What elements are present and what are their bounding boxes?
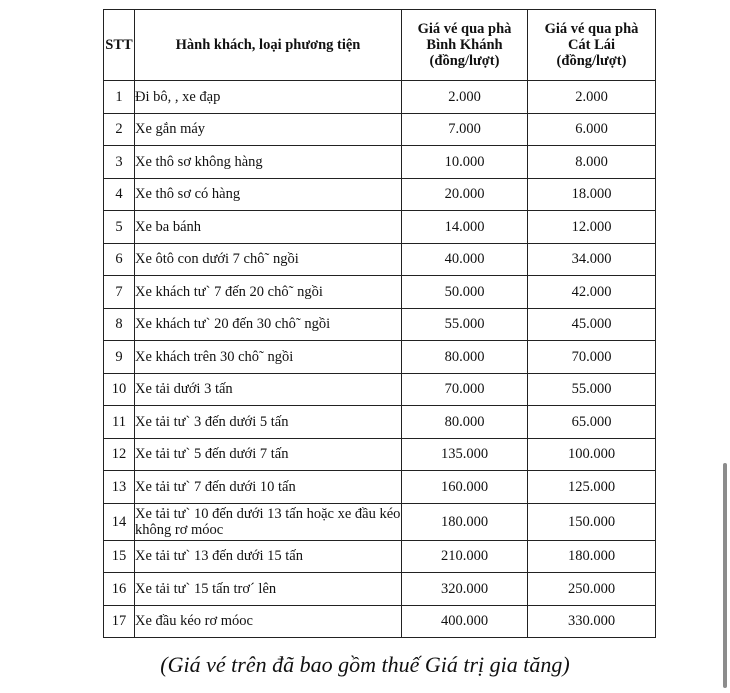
stt-cell: 8: [104, 308, 135, 341]
table-row: [104, 471, 656, 504]
vehicle-cell: Xe tải tư` 13 đến dưới 15 tấn: [135, 540, 402, 573]
stt-cell: 9: [104, 341, 135, 374]
table-row: [104, 308, 656, 341]
table-row: [104, 243, 656, 276]
header-binh-khanh-line-1: Giá vé qua phà: [417, 21, 512, 37]
binh-khanh-price-cell: 10.000: [402, 146, 528, 179]
cat-lai-price-cell: 8.000: [528, 146, 656, 179]
binh-khanh-price-cell: 80.000: [402, 341, 528, 374]
header-cat-lai-price: [528, 10, 656, 81]
cat-lai-price-cell: 18.000: [528, 178, 656, 211]
stt-cell: 12: [104, 438, 135, 471]
vehicle-cell: Xe khách trên 30 chô˜ ngồi: [135, 341, 402, 374]
vehicle-cell: Xe tải tư` 3 đến dưới 5 tấn: [135, 406, 402, 439]
binh-khanh-price-cell: 40.000: [402, 243, 528, 276]
table-row: [104, 211, 656, 244]
vehicle-cell: Xe tải tư` 15 tấn trơ´ lên: [135, 573, 402, 606]
stt-cell: 3: [104, 146, 135, 179]
stt-cell: 4: [104, 178, 135, 211]
stt-cell: 2: [104, 113, 135, 146]
cat-lai-price-cell: 250.000: [528, 573, 656, 606]
cat-lai-price-cell: 180.000: [528, 540, 656, 573]
vehicle-cell: Xe ôtô con dưới 7 chô˜ ngồi: [135, 243, 402, 276]
binh-khanh-price-cell: 180.000: [402, 503, 528, 540]
binh-khanh-price-cell: 210.000: [402, 540, 528, 573]
stt-cell: 6: [104, 243, 135, 276]
vehicle-cell: Xe tải dưới 3 tấn: [135, 373, 402, 406]
stt-cell: 14: [104, 503, 135, 540]
table-row: [104, 503, 656, 540]
table-row: [104, 373, 656, 406]
cat-lai-price-cell: 100.000: [528, 438, 656, 471]
binh-khanh-price-cell: 55.000: [402, 308, 528, 341]
stt-cell: 15: [104, 540, 135, 573]
stt-cell: 13: [104, 471, 135, 504]
stt-cell: 16: [104, 573, 135, 606]
stt-cell: 5: [104, 211, 135, 244]
stt-cell: 11: [104, 406, 135, 439]
cat-lai-price-cell: 6.000: [528, 113, 656, 146]
vehicle-cell: Xe đầu kéo rơ móoc: [135, 605, 402, 638]
binh-khanh-price-cell: 400.000: [402, 605, 528, 638]
cat-lai-price-cell: 330.000: [528, 605, 656, 638]
stt-cell: 1: [104, 81, 135, 114]
cat-lai-price-cell: 12.000: [528, 211, 656, 244]
header-cat-lai-line-3: (đồng/lượt): [556, 53, 627, 69]
binh-khanh-price-cell: 7.000: [402, 113, 528, 146]
table-body: [104, 81, 656, 638]
vehicle-cell: Xe tải tư` 7 đến dưới 10 tấn: [135, 471, 402, 504]
table-row: [104, 178, 656, 211]
binh-khanh-price-cell: 2.000: [402, 81, 528, 114]
table-row: [104, 406, 656, 439]
vehicle-cell: Xe tải tư` 5 đến dưới 7 tấn: [135, 438, 402, 471]
stt-cell: 10: [104, 373, 135, 406]
table-header-row: [104, 10, 656, 81]
header-vehicle: Hành khách, loại phương tiện: [135, 10, 402, 81]
cat-lai-price-cell: 55.000: [528, 373, 656, 406]
cat-lai-price-cell: 45.000: [528, 308, 656, 341]
vehicle-cell: Xe tải tư` 10 đến dưới 13 tấn hoặc xe đầu kéo không rơ móoc: [135, 503, 402, 540]
vehicle-cell: Xe khách tư` 7 đến 20 chô˜ ngồi: [135, 276, 402, 309]
footnote-vat-note: (Giá vé trên đã bao gồm thuế Giá trị gia tăng): [160, 652, 570, 677]
header-cat-lai-line-1: Giá vé qua phà: [544, 21, 639, 37]
binh-khanh-price-cell: 14.000: [402, 211, 528, 244]
binh-khanh-price-cell: 70.000: [402, 373, 528, 406]
binh-khanh-price-cell: 50.000: [402, 276, 528, 309]
table-row: [104, 573, 656, 606]
table-row: [104, 438, 656, 471]
table-row: [104, 146, 656, 179]
table-row: [104, 540, 656, 573]
stt-cell: 7: [104, 276, 135, 309]
table-row: [104, 276, 656, 309]
table-row: [104, 81, 656, 114]
cat-lai-price-cell: 65.000: [528, 406, 656, 439]
table-row: [104, 113, 656, 146]
cat-lai-price-cell: 70.000: [528, 341, 656, 374]
binh-khanh-price-cell: 135.000: [402, 438, 528, 471]
table-row: [104, 605, 656, 638]
binh-khanh-price-cell: 160.000: [402, 471, 528, 504]
binh-khanh-price-cell: 320.000: [402, 573, 528, 606]
table-row: [104, 341, 656, 374]
cat-lai-price-cell: 34.000: [528, 243, 656, 276]
cat-lai-price-cell: 125.000: [528, 471, 656, 504]
cat-lai-price-cell: 150.000: [528, 503, 656, 540]
vertical-scrollbar[interactable]: [723, 463, 727, 688]
vehicle-cell: Xe gắn máy: [135, 113, 402, 146]
cat-lai-price-cell: 42.000: [528, 276, 656, 309]
header-binh-khanh-price: [402, 10, 528, 81]
vehicle-cell: Xe khách tư` 20 đến 30 chô˜ ngồi: [135, 308, 402, 341]
ferry-fare-table: [103, 9, 656, 638]
vehicle-cell: Xe thô sơ không hàng: [135, 146, 402, 179]
stt-cell: 17: [104, 605, 135, 638]
header-binh-khanh-line-2: Bình Khánh: [426, 37, 503, 53]
vehicle-cell: Xe thô sơ có hàng: [135, 178, 402, 211]
cat-lai-price-cell: 2.000: [528, 81, 656, 114]
header-binh-khanh-line-3: (đồng/lượt): [429, 53, 500, 69]
vehicle-cell: Đi bô, , xe đạp: [135, 81, 402, 114]
header-stt: STT: [104, 10, 135, 81]
binh-khanh-price-cell: 20.000: [402, 178, 528, 211]
header-cat-lai-line-2: Cát Lái: [567, 37, 616, 53]
vehicle-cell: Xe ba bánh: [135, 211, 402, 244]
binh-khanh-price-cell: 80.000: [402, 406, 528, 439]
